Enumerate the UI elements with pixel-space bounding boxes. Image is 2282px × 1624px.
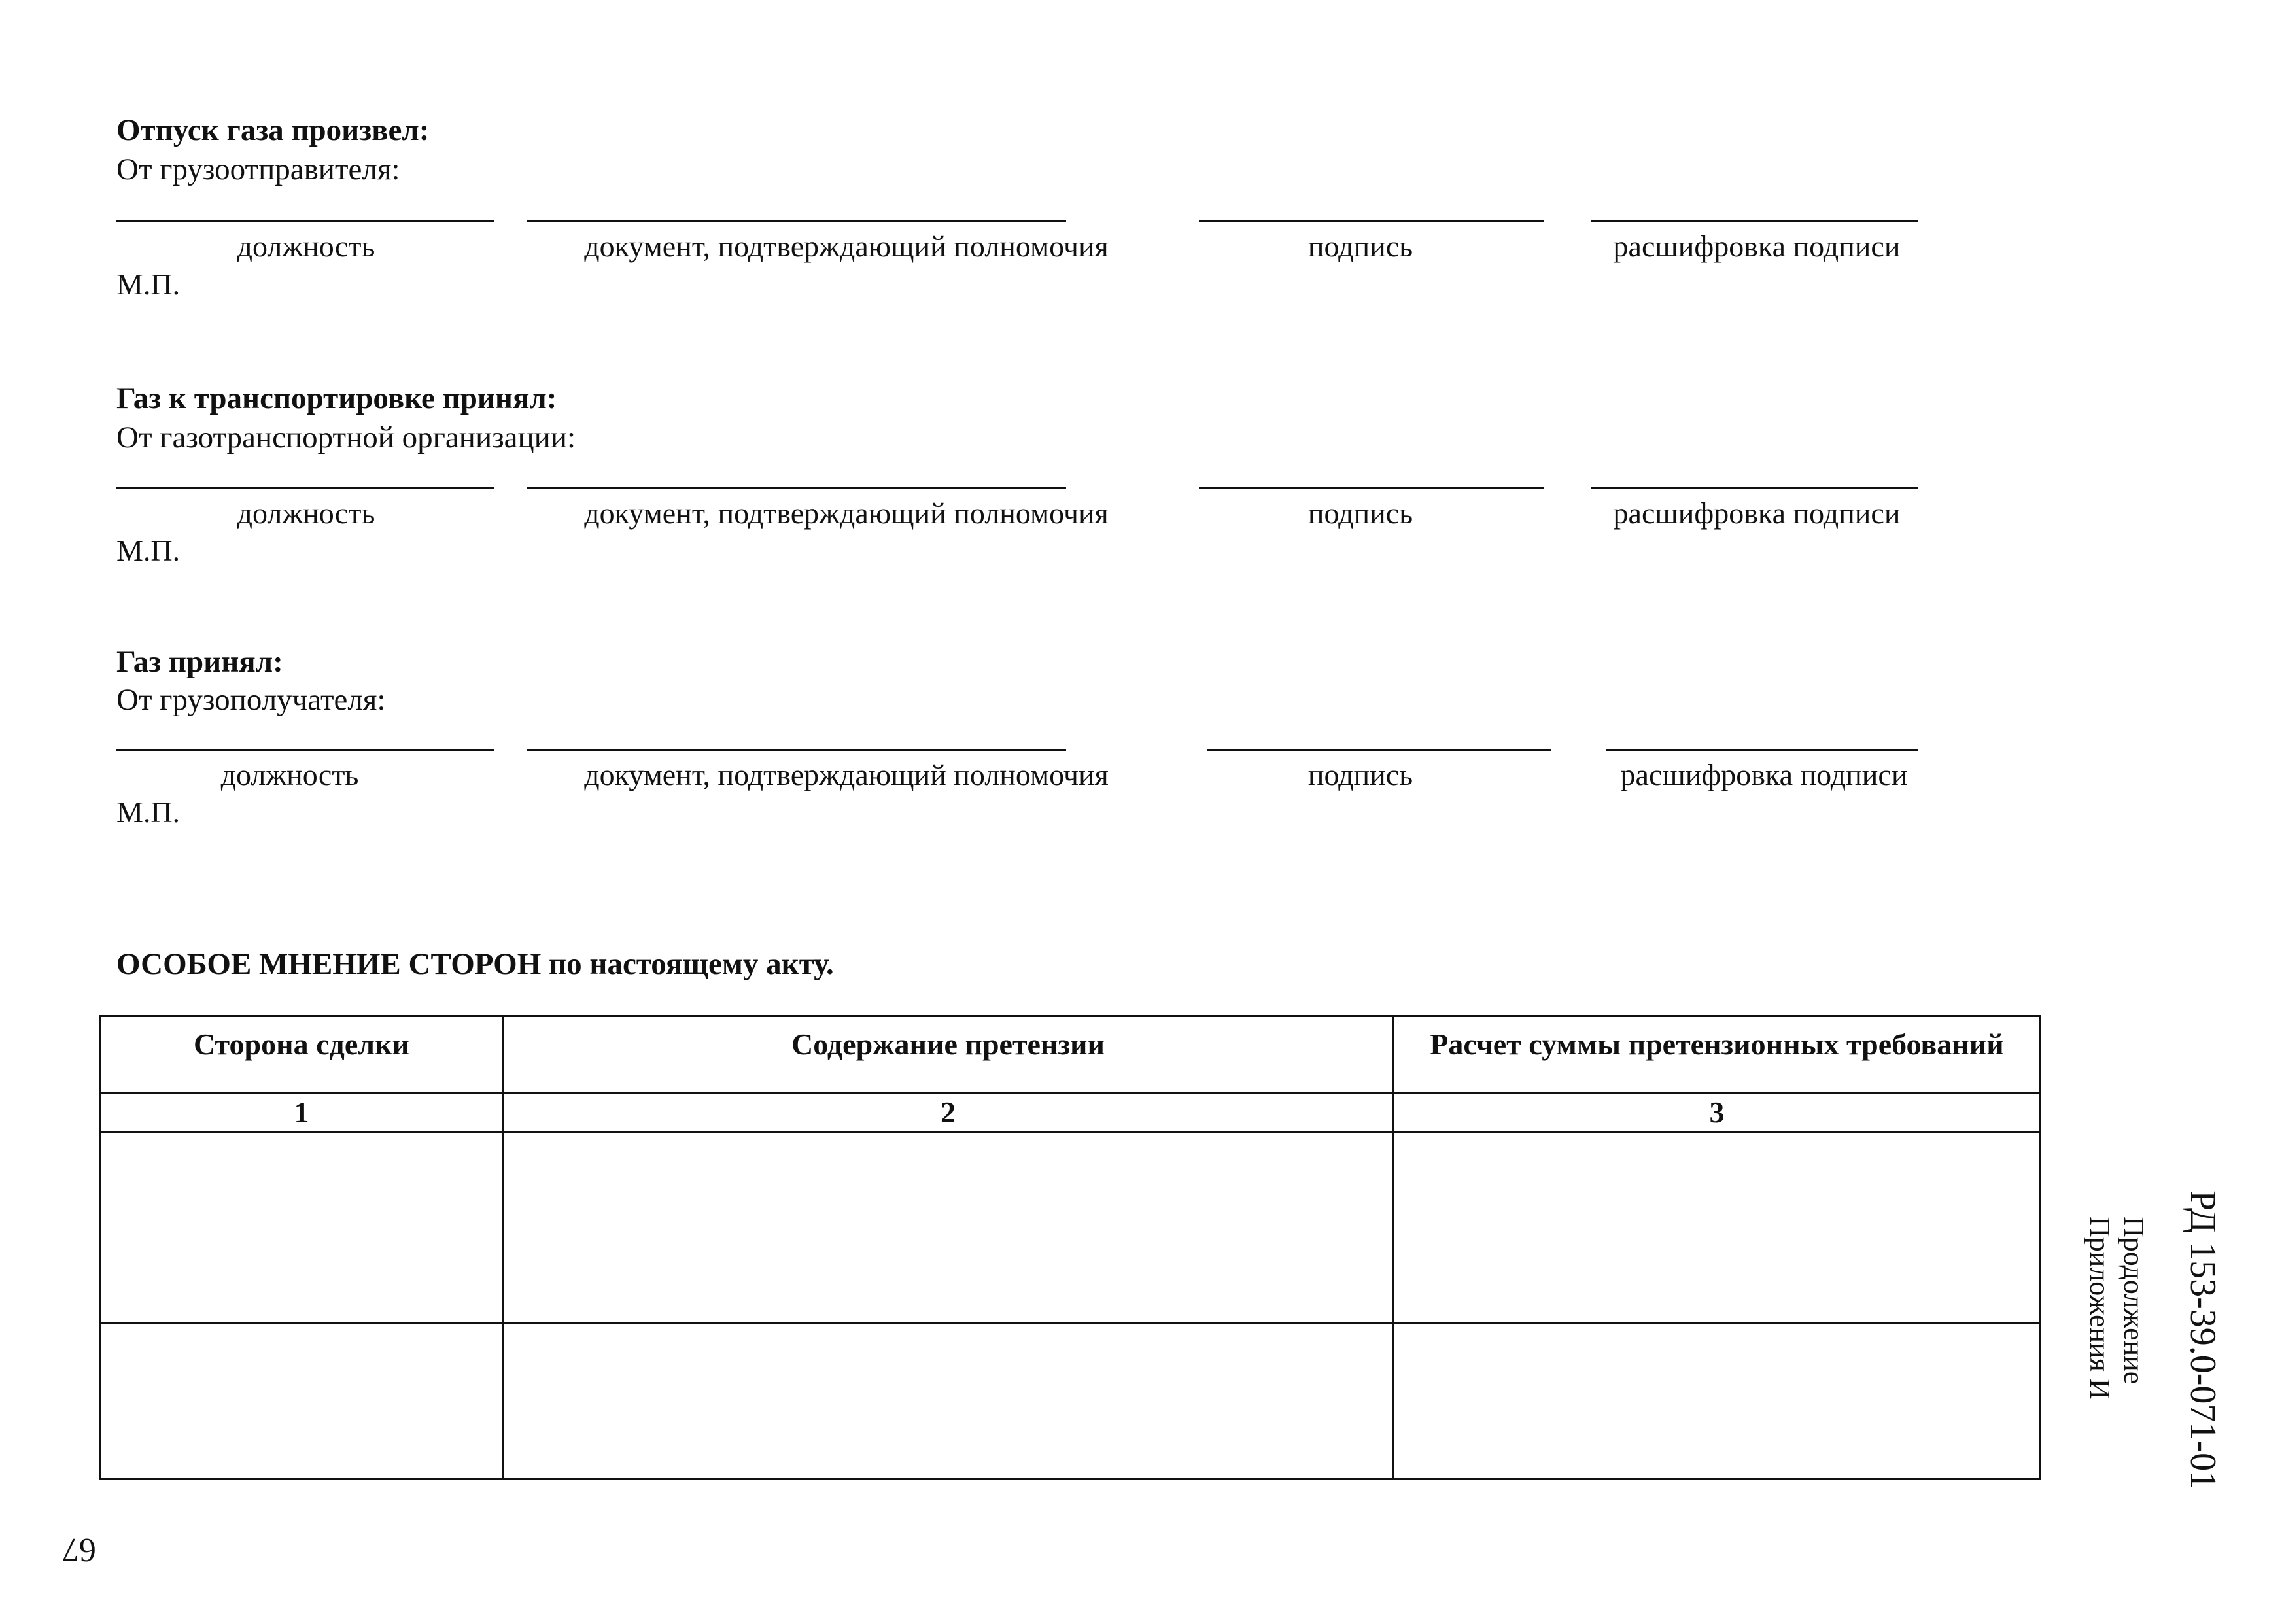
signature-line-position — [116, 220, 494, 222]
column-number: 3 — [1394, 1094, 2041, 1132]
caption-document: документ, подтверждающий полномочия — [584, 758, 1109, 791]
stamp-mark: М.П. — [116, 795, 181, 829]
claims-table-number-row — [101, 1094, 2041, 1132]
block-heading-consignee: Газ принял: — [116, 645, 283, 679]
signature-line-position — [116, 487, 494, 489]
signature-line-signature — [1207, 749, 1551, 751]
caption-position: должность — [220, 758, 359, 791]
caption-signature-decoding: расшифровка подписи — [1620, 758, 1908, 791]
side-note-line-2: Приложения И — [2084, 1217, 2116, 1400]
page-number: 67 — [62, 1531, 96, 1568]
signature-line-document — [527, 487, 1066, 489]
table-row — [101, 1324, 2041, 1479]
column-number: 1 — [101, 1094, 503, 1132]
signature-line-signature — [1199, 487, 1544, 489]
table-cell — [101, 1324, 503, 1479]
caption-document: документ, подтверждающий полномочия — [584, 496, 1109, 530]
table-cell — [1394, 1132, 2041, 1324]
caption-signature: подпись — [1307, 758, 1413, 791]
signature-line-document — [527, 749, 1066, 751]
block-subheading-consignee: От грузополучателя: — [116, 683, 386, 717]
block-heading-transporter: Газ к транспортировке принял: — [116, 381, 557, 415]
column-header-party: Сторона сделки — [101, 1016, 503, 1094]
side-note-line-1: Продолжение — [2118, 1217, 2150, 1385]
signature-line-decoding — [1606, 749, 1918, 751]
signature-line-decoding — [1591, 487, 1918, 489]
table-cell — [101, 1132, 503, 1324]
block-heading-shipper: Отпуск газа произвел: — [116, 113, 430, 147]
caption-document: документ, подтверждающий полномочия — [584, 230, 1109, 263]
document-code: РД 153-39.0-071-01 — [2183, 1190, 2223, 1490]
stamp-mark: М.П. — [116, 534, 181, 567]
table-cell — [1394, 1324, 2041, 1479]
column-header-claim-content: Содержание претензии — [503, 1016, 1394, 1094]
signature-line-decoding — [1591, 220, 1918, 222]
caption-signature: подпись — [1307, 496, 1413, 530]
column-header-claim-amount: Расчет суммы претензионных требований — [1394, 1016, 2041, 1094]
caption-signature-decoding: расшифровка подписи — [1613, 230, 1901, 263]
claims-table-header-row — [101, 1016, 2041, 1094]
table-cell — [503, 1324, 1394, 1479]
signature-line-signature — [1199, 220, 1544, 222]
block-subheading-transporter: От газотранспортной организации: — [116, 421, 576, 455]
caption-signature-decoding: расшифровка подписи — [1613, 496, 1901, 530]
special-opinion-title: ОСОБОЕ МНЕНИЕ СТОРОН по настоящему акту. — [116, 947, 834, 981]
table-row — [101, 1132, 2041, 1324]
caption-position: должность — [237, 496, 375, 530]
claims-table — [99, 1015, 2041, 1480]
signature-line-position — [116, 749, 494, 751]
block-subheading-shipper: От грузоотправителя: — [116, 152, 400, 186]
signature-line-document — [527, 220, 1066, 222]
column-number: 2 — [503, 1094, 1394, 1132]
table-cell — [503, 1132, 1394, 1324]
caption-position: должность — [237, 230, 375, 263]
caption-signature: подпись — [1307, 230, 1413, 263]
stamp-mark: М.П. — [116, 268, 181, 301]
